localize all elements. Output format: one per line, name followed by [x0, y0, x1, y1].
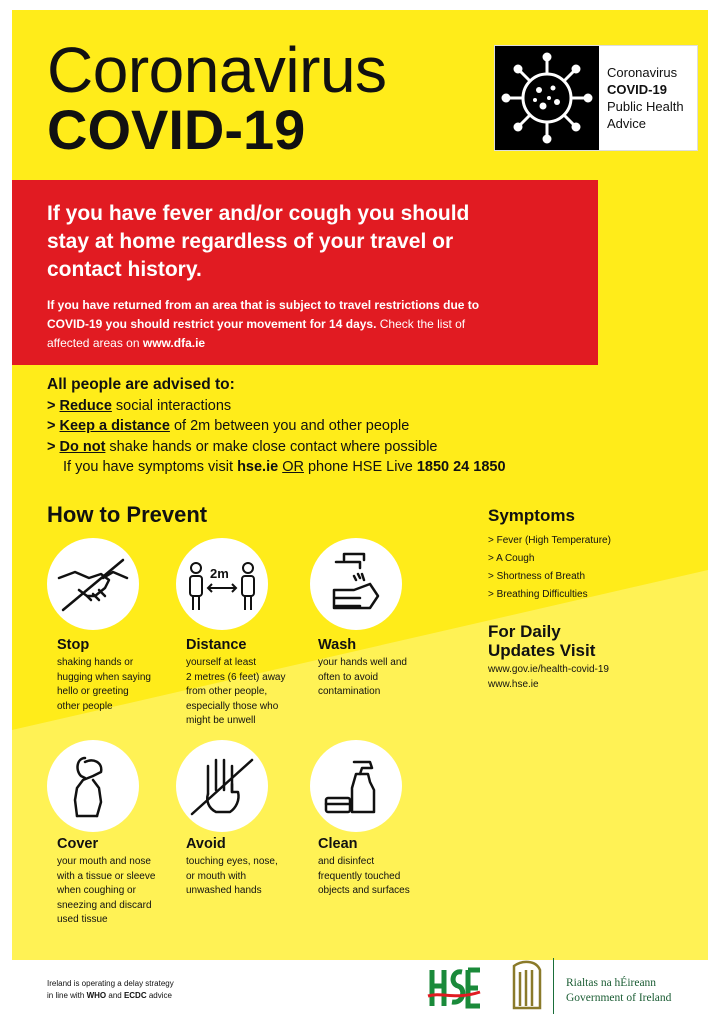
- contact-or: OR: [282, 459, 304, 475]
- advice-marker: >: [47, 397, 56, 414]
- desc-line: objects and surfaces: [318, 885, 410, 896]
- desc-line: and disinfect: [318, 856, 375, 867]
- advice-key: Do not: [59, 438, 106, 455]
- prevent-item-desc: [318, 656, 453, 700]
- prevent-item-title: Avoid: [186, 836, 226, 852]
- advice-text: shake hands or make close contact where possible: [105, 438, 438, 455]
- desc-line: might be unwell: [186, 715, 256, 726]
- desc-line: yourself at least: [186, 657, 257, 668]
- prevent-item-desc: [186, 656, 321, 729]
- no-touch-face-icon: [176, 740, 268, 832]
- alert-sub-bold-2: COVID-19 you should restrict your movement for 14 days.: [47, 317, 377, 331]
- advice-item: [47, 396, 567, 417]
- harp-emblem-icon: [506, 958, 544, 1014]
- prevent-item-desc: [318, 855, 453, 899]
- desc-line: when coughing or: [57, 885, 136, 896]
- advice-item: [47, 437, 567, 458]
- symptoms-contact-line: [47, 457, 567, 478]
- advice-marker: >: [47, 418, 56, 434]
- page-title-line-2: COVID-19: [47, 98, 306, 161]
- desc-line: shaking hands or: [57, 657, 134, 668]
- spray-bottle-icon: [310, 740, 402, 832]
- handwash-icon: [310, 538, 402, 630]
- desc-line: hugging when saying: [57, 671, 151, 683]
- footer-note: [47, 978, 174, 1002]
- updates-links: [488, 662, 609, 692]
- advice-section: [47, 375, 567, 478]
- distance-icon: [176, 538, 268, 630]
- alert-headline: [47, 200, 587, 284]
- desc-line: or mouth with: [186, 870, 247, 882]
- desc-line: sneezing and discard: [57, 899, 152, 911]
- advice-text: of 2m between you and other people: [169, 418, 410, 434]
- hse-link[interactable]: hse.ie: [237, 459, 279, 475]
- desc-line: hello or greeting: [57, 686, 129, 697]
- logo-text: [607, 64, 684, 132]
- alert-sub-normal-2: affected areas on: [47, 336, 143, 350]
- footer-and: and: [106, 991, 124, 1000]
- desc-line: frequently touched: [318, 870, 401, 882]
- prevent-item-desc: [186, 855, 321, 899]
- desc-line: contamination: [318, 686, 381, 697]
- logo-line-4: Advice: [607, 116, 647, 131]
- distance-label: 2m: [210, 566, 229, 581]
- symptoms-list: [488, 532, 611, 604]
- advice-key: Keep a distance: [59, 418, 170, 434]
- government-of-ireland-logo: [566, 976, 671, 1006]
- advice-key: Reduce: [59, 397, 112, 414]
- list-item: > Fever (High Temperature): [488, 535, 611, 546]
- logo-line-3: Public Health: [607, 99, 684, 114]
- logo-line-2: COVID-19: [607, 82, 667, 97]
- advice-item: [47, 416, 567, 437]
- desc-line: your hands well and: [318, 657, 407, 668]
- symptoms-heading: Symptoms: [488, 506, 575, 525]
- prevent-item-desc: [57, 656, 192, 714]
- alert-sub-bold-1: If you have returned from an area that is subject to travel restrictions due to: [47, 298, 480, 312]
- footer-note-pre: in line with: [47, 991, 87, 1000]
- dfa-link[interactable]: www.dfa.ie: [142, 336, 206, 350]
- contact-mid: phone HSE Live: [303, 459, 417, 475]
- public-health-logo: [494, 45, 698, 151]
- desc-line: unwashed hands: [186, 885, 262, 896]
- desc-line: from other people,: [186, 686, 268, 697]
- page-title-line-1: Coronavirus: [47, 34, 387, 106]
- prevent-heading: How to Prevent: [47, 502, 208, 527]
- updates-heading: [488, 622, 688, 660]
- alert-sub-normal-1: Check the list of: [376, 317, 466, 331]
- desc-line: used tissue: [57, 914, 108, 925]
- gov-irish: Rialtas na hÉireann: [566, 977, 657, 989]
- desc-line: often to avoid: [318, 671, 379, 683]
- alert-headline-line-1: If you have fever and/or cough you should: [47, 202, 470, 225]
- desc-line: touching eyes, nose,: [186, 856, 278, 867]
- desc-line: other people: [57, 700, 113, 712]
- prevent-item-title: Distance: [186, 637, 247, 653]
- prevent-item-title: Stop: [57, 637, 90, 653]
- alert-box: [12, 180, 598, 365]
- alert-headline-line-3: contact history.: [47, 258, 202, 281]
- logo-line-1: Coronavirus: [607, 65, 678, 80]
- footer-note-post: advice: [146, 991, 172, 1000]
- handshake-icon: [47, 538, 139, 630]
- updates-heading-line-1: For Daily: [488, 622, 561, 641]
- prevent-item-title: Wash: [318, 637, 357, 653]
- cough-icon: [47, 740, 139, 832]
- virus-icon: [495, 46, 599, 150]
- advice-heading: All people are advised to:: [47, 376, 235, 393]
- prevent-item-desc: [57, 855, 192, 928]
- desc-line: with a tissue or sleeve: [57, 870, 156, 882]
- advice-text: social interactions: [111, 397, 232, 414]
- list-item: > Shortness of Breath: [488, 571, 586, 582]
- footer-who: WHO: [86, 991, 107, 1000]
- hse-site-link[interactable]: www.hse.ie: [488, 679, 539, 690]
- footer-note-line-1: Ireland is operating a delay strategy: [47, 979, 174, 988]
- list-item: > A Cough: [488, 553, 535, 564]
- gov-english: Government of Ireland: [566, 992, 672, 1004]
- desc-line: 2 metres (6 feet) away: [186, 671, 286, 683]
- desc-line: your mouth and nose: [57, 856, 151, 867]
- prevent-item-title: Clean: [318, 836, 358, 852]
- alert-subtext: [47, 296, 587, 353]
- gov-health-link[interactable]: www.gov.ie/health-covid-19: [488, 664, 609, 675]
- alert-headline-line-2: stay at home regardless of your travel or: [47, 230, 454, 253]
- advice-marker: >: [47, 438, 56, 455]
- desc-line: especially those who: [186, 700, 279, 712]
- updates-heading-line-2: Updates Visit: [488, 641, 596, 660]
- prevent-item-title: Cover: [57, 836, 99, 852]
- footer-ecdc: ECDC: [123, 991, 147, 1000]
- hse-phone[interactable]: 1850 24 1850: [416, 459, 506, 475]
- gov-divider: [553, 958, 554, 1014]
- contact-pre: If you have symptoms visit: [63, 459, 238, 475]
- hse-logo: [426, 966, 482, 1010]
- list-item: > Breathing Difficulties: [488, 589, 588, 600]
